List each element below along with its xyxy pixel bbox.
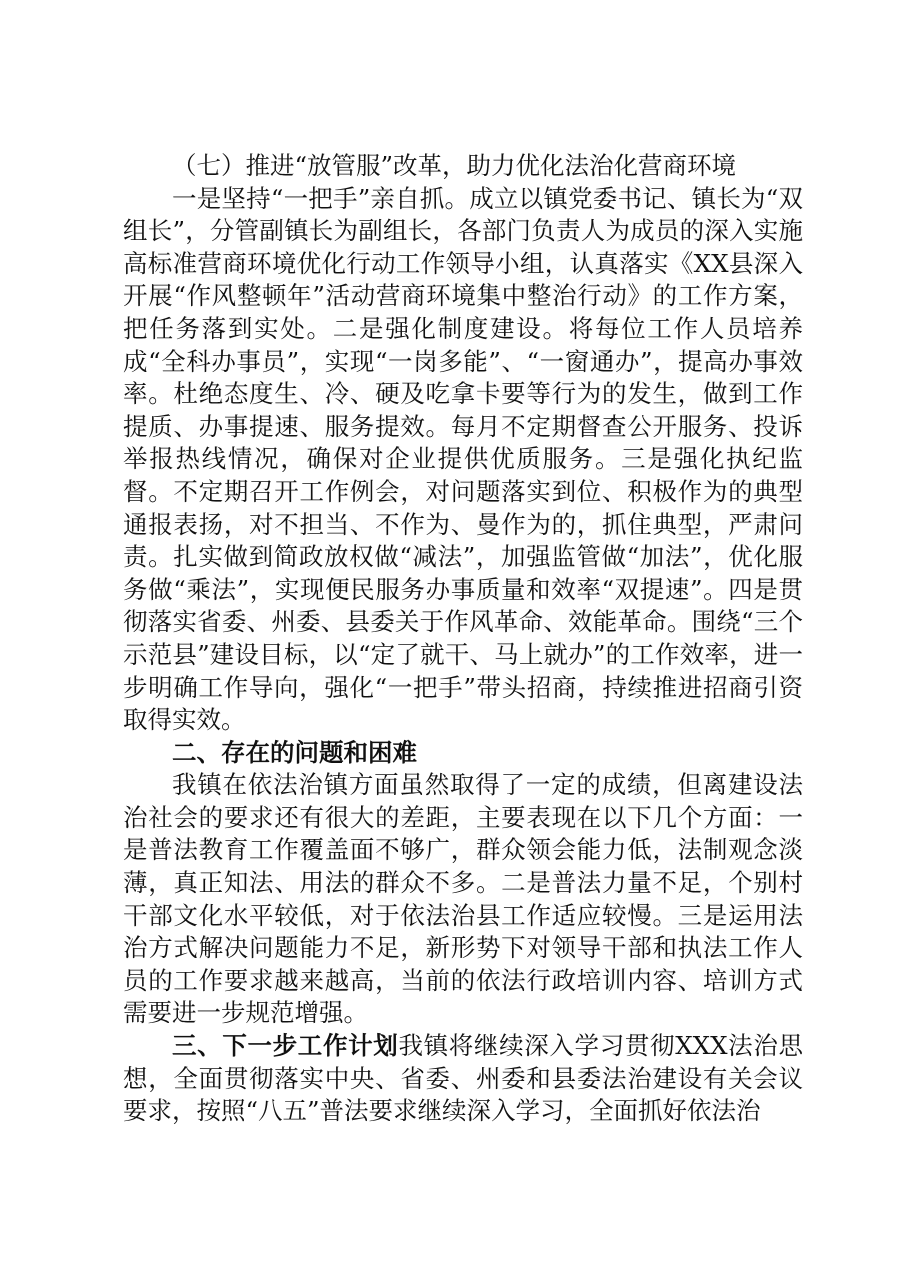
- section-3-heading: 三、下一步工作计划: [172, 1031, 399, 1061]
- section-7-heading: （七）推进“放管服”改革，助力优化法治化营商环境: [172, 151, 737, 180]
- section-3-paragraph: 我镇将继续深入学习贯彻XXX法治思想，全面贯彻落实中央、省委、州委和县委法治建设有关会议要求，按照“八五”普法要求继续深入学习，全面抓好依法治: [123, 1031, 803, 1126]
- section-2-paragraph: 我镇在依法治镇方面虽然取得了一定的成绩，但离建设法治社会的要求还有很大的差距，主要表现在以下几个方面：一是普法教育工作覆盖面不够广，群众领会能力低，法制观念淡薄，真正知法、用法的群众不多。二是普法力量不足，个别村干部文化水平较低，对于依法治县工作适应较慢。三是运用法治方式解决问题能力不足，新形势下对领导干部和执法工作人员的工作要求越来越高，当前的依法行政培训内容、培训方式需要进一步规范增强。: [123, 770, 803, 1028]
- document-page: [123, 150, 803, 1128]
- section-7-paragraph: 一是坚持“一把手”亲自抓。成立以镇党委书记、镇长为“双组长”，分管副镇长为副组长，各部门负责人为成员的深入实施高标准营商环境优化行动工作领导小组，认真落实《XX县深入开展“作风整顿年”活动营商环境集中整治行动》的工作方案，把任务落到实处。二是强化制度建设。将每位工作人员培养成“全科办事员”，实现“一岗多能”、“一窗通办”，提高办事效率。杜绝态度生、冷、硬及吃拿卡要等行为的发生，做到工作提质、办事提速、服务提效。每月不定期督查公开服务、投诉举报热线情况，确保对企业提供优质服务。三是强化执纪监督。不定期召开工作例会，对问题落实到位、积极作为的典型通报表扬，对不担当、不作为、曼作为的，抓住典型，严肃问责。扎实做到简政放权做“减法”，加强监管做“加法”，优化服务做“乘法”，实现便民服务办事质量和效率“双提速”。四是贯彻落实省委、州委、县委关于作风革命、效能革命。围绕“三个示范县”建设目标，以“定了就干、马上就办”的工作效率，进一步明确工作导向，强化“一把手”带头招商，持续推进招商引资取得实效。: [123, 183, 803, 735]
- section-2-heading: 二、存在的问题和困难: [172, 737, 417, 767]
- section-3-block: [123, 1030, 803, 1128]
